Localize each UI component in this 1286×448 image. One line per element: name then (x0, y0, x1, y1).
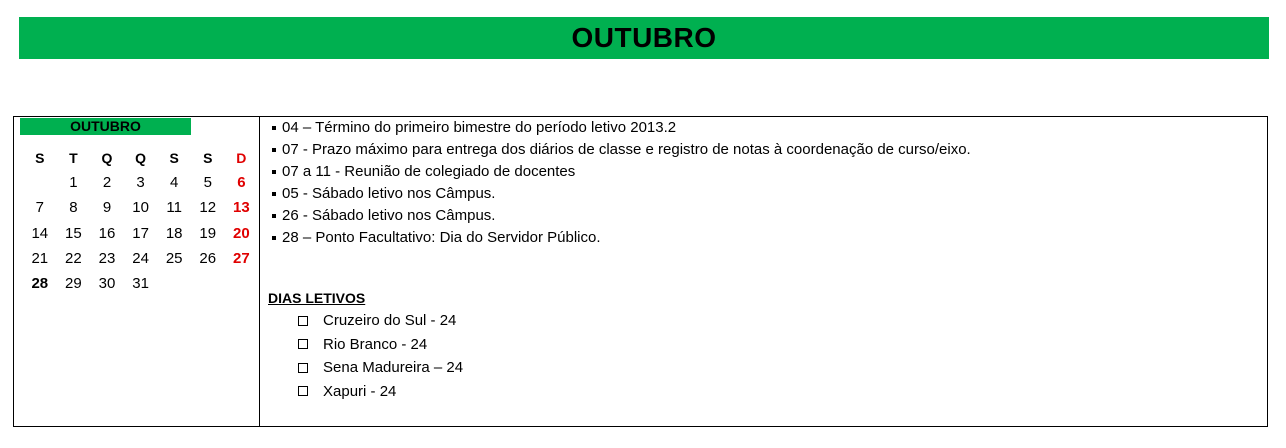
square-bullet-icon (272, 192, 276, 196)
day-cell: 30 (98, 275, 116, 293)
day-cell: 26 (199, 249, 217, 267)
day-cell: 7 (35, 199, 44, 217)
checkbox-icon (298, 339, 308, 349)
day-cell: 4 (170, 174, 179, 192)
campus-text: Rio Branco - 24 (323, 335, 428, 353)
event-item (270, 205, 971, 227)
day-cell: 8 (69, 199, 78, 217)
day-cell: 29 (65, 275, 82, 293)
day-cell: 2 (102, 174, 112, 192)
weekday-label: T (69, 149, 78, 166)
campus-item (298, 356, 463, 380)
day-cell: 25 (165, 249, 183, 267)
weekday-row (23, 145, 258, 170)
day-cell: 12 (199, 199, 217, 217)
event-text: 04 – Término do primeiro bimestre do período letivo 2013.2 (282, 119, 677, 136)
weekday-label: Q (135, 149, 147, 166)
day-cell: 10 (132, 199, 149, 217)
day-cell: 15 (65, 224, 82, 242)
event-text: 07 a 11 - Reunião de colegiado de docentes (282, 163, 576, 180)
campus-text: Cruzeiro do Sul - 24 (323, 312, 457, 330)
day-cell-sunday: 13 (233, 199, 250, 217)
day-cell: 14 (31, 224, 49, 242)
day-cell: 17 (132, 224, 149, 242)
day-cell-sunday: 6 (237, 174, 246, 192)
event-text: 28 – Ponto Facultativo: Dia do Servidor Público. (282, 229, 601, 246)
day-cell-holiday: 28 (23, 275, 57, 292)
weekday-label-sunday: D (236, 149, 247, 166)
checkbox-icon (298, 316, 308, 326)
square-bullet-icon (272, 148, 276, 152)
weekday-label: S (203, 149, 213, 166)
day-cell-sunday: 27 (233, 249, 250, 267)
dias-letivos-title: DIAS LETIVOS (268, 290, 366, 306)
week-row (23, 271, 258, 296)
event-item (270, 183, 971, 205)
weekday-label: S (169, 149, 179, 166)
checkbox-icon (298, 363, 308, 373)
day-cell: 22 (65, 249, 82, 267)
day-cell: 21 (31, 249, 49, 267)
square-bullet-icon (272, 126, 276, 130)
day-cell: 5 (203, 174, 212, 192)
event-item (270, 227, 971, 249)
day-cell: 9 (102, 199, 112, 217)
dias-letivos-list (298, 309, 463, 403)
day-cell: 31 (132, 275, 149, 293)
month-banner (19, 17, 1269, 59)
day-cell: 19 (199, 224, 217, 242)
campus-item (298, 309, 463, 333)
day-cell: 18 (165, 224, 183, 242)
day-cell: 11 (166, 199, 182, 217)
event-list (270, 117, 971, 249)
weekday-label: S (35, 149, 45, 166)
day-cell: 24 (132, 249, 149, 267)
week-row (23, 221, 258, 246)
event-item (270, 117, 971, 139)
banner-title: OUTUBRO (571, 22, 717, 53)
square-bullet-icon (272, 236, 276, 240)
campus-text: Sena Madureira – 24 (323, 359, 464, 377)
calendar-table (13, 116, 1268, 427)
campus-item (298, 380, 463, 404)
column-divider (259, 117, 260, 426)
calendar-grid (23, 145, 258, 296)
day-cell: 16 (98, 224, 116, 242)
week-row (23, 246, 258, 271)
event-item (270, 161, 971, 183)
calendar-title: OUTUBRO (20, 118, 191, 135)
square-bullet-icon (272, 214, 276, 218)
day-cell: 23 (98, 249, 116, 267)
weekday-label: Q (101, 149, 113, 166)
week-row (23, 170, 258, 195)
day-cell: 3 (136, 174, 145, 192)
square-bullet-icon (272, 170, 276, 174)
event-text: 26 - Sábado letivo nos Câmpus. (282, 207, 496, 224)
week-row (23, 195, 258, 220)
checkbox-icon (298, 386, 308, 396)
event-item (270, 139, 971, 161)
event-text: 07 - Prazo máximo para entrega dos diários de classe e registro de notas à coordenação de curso/eixo. (282, 141, 971, 158)
event-text: 05 - Sábado letivo nos Câmpus. (282, 185, 496, 202)
day-cell-sunday: 20 (233, 224, 250, 242)
campus-text: Xapuri - 24 (323, 382, 397, 400)
campus-item (298, 333, 463, 357)
day-cell: 1 (69, 174, 78, 192)
